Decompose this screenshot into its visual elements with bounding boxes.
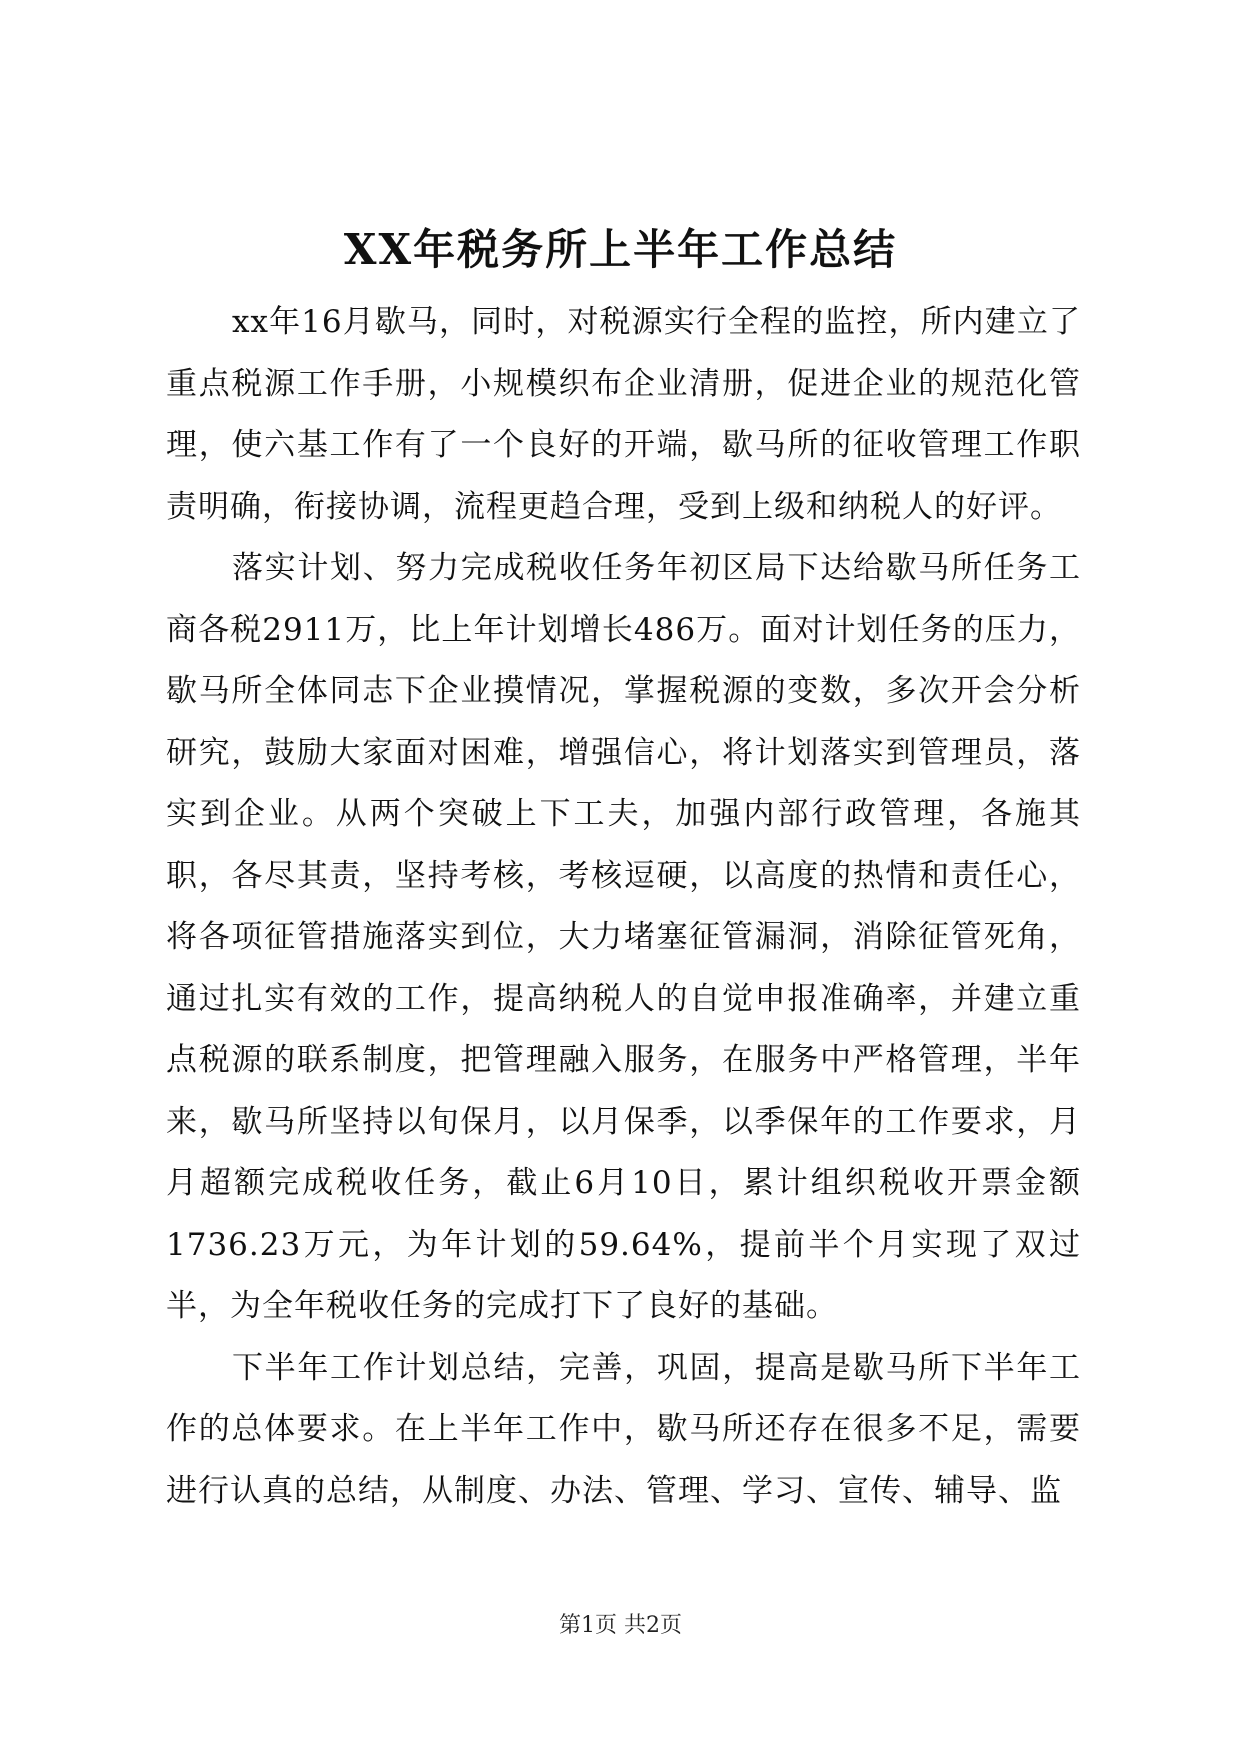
paragraph-3: 下半年工作计划总结，完善，巩固，提高是歇马所下半年工作的总体要求。在上半年工作中，歇马所还存在很多不足，需要进行认真的总结，从制度、办法、管理、学习、宣传、辅导、监	[166, 1349, 1081, 1509]
paragraph-2: 落实计划、努力完成税收任务年初区局下达给歇马所任务工商各税2911万，比上年计划增长486万。面对计划任务的压力，歇马所全体同志下企业摸情况，掌握税源的变数，多次开会分析研究，鼓励大家面对困难，增强信心，将计划落实到管理员，落实到企业。从两个突破上下工夫，加强内部行政管理，各施其职，各尽其责，坚持考核，考核逗硬，以高度的热情和责任心，将各项征管措施落实到位，大力堵塞征管漏洞，消除征管死角，通过扎实有效的工作，提高纳税人的自觉申报准确率，并建立重点税源的联系制度，把管理融入服务，在服务中严格管理，半年来，歇马所坚持以旬保月，以月保季，以季保年的工作要求，月月超额完成税收任务，截止6月10日，累计组织税收开票金额1736.23万元，为年计划的59.64%，提前半个月实现了双过半，为全年税收任务的完成打下了良好的基础。	[166, 550, 1081, 1324]
document-body	[166, 292, 1081, 1522]
page-footer: 第1页 共2页	[559, 1613, 682, 1638]
document-title: XX年税务所上半年工作总结	[343, 225, 898, 274]
paragraph-1: xx年16月歇马，同时，对税源实行全程的监控，所内建立了重点税源工作手册，小规模织布企业清册，促进企业的规范化管理，使六基工作有了一个良好的开端，歇马所的征收管理工作职责明确，衔接协调，流程更趋合理，受到上级和纳税人的好评。	[166, 304, 1081, 525]
